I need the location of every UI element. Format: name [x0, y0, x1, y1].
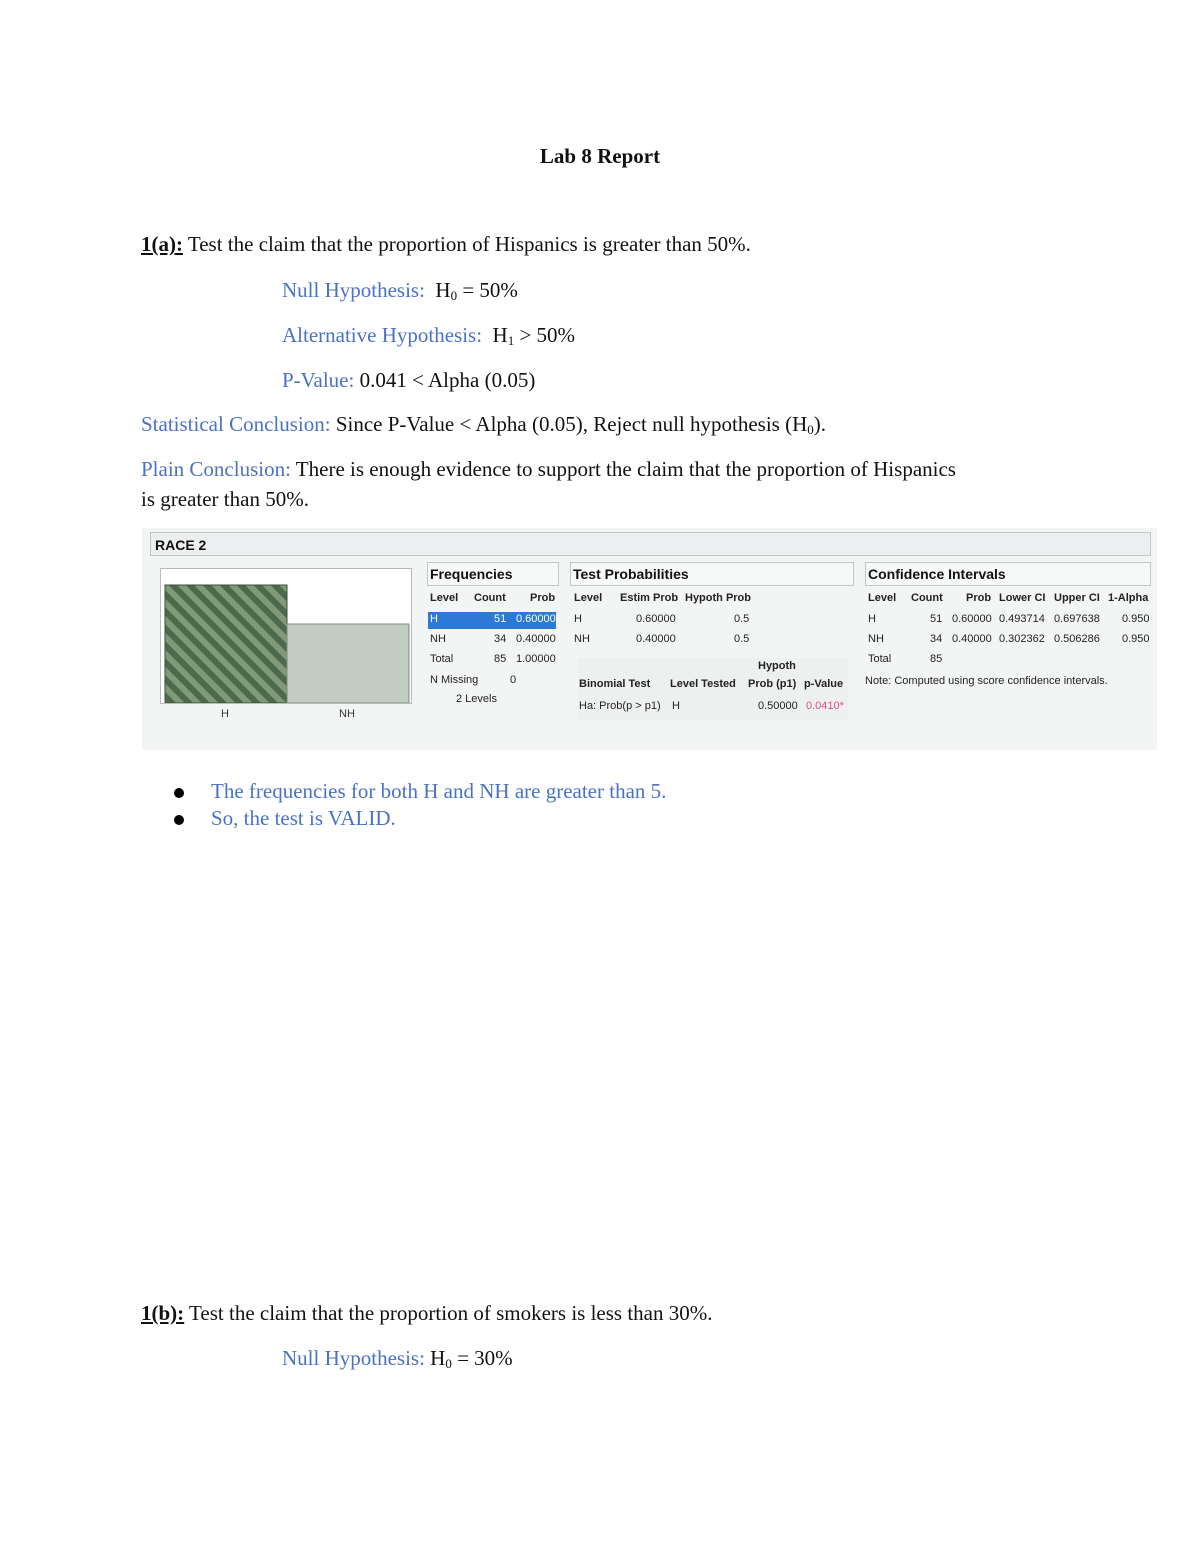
ci-h-prob: 0.60000	[952, 613, 992, 625]
race-2-header[interactable]: RACE 2	[150, 532, 1151, 556]
bar-nh[interactable]	[287, 624, 409, 703]
freq-col-level: Level	[430, 592, 459, 604]
freq-h-prob: 0.60000	[516, 613, 556, 625]
ci-nh-count: 34	[930, 633, 943, 645]
alt-sub: 1	[507, 333, 515, 348]
tp-col-hypoth: Hypoth Prob	[685, 592, 751, 604]
bar-chart	[160, 568, 412, 704]
stat-sub: 0	[807, 422, 814, 437]
plain-conclusion-line2: is greater than 50%.	[141, 487, 309, 511]
tp-nh-level: NH	[574, 633, 590, 645]
ci-col-alpha: 1-Alpha	[1108, 592, 1149, 604]
freq-nh-level: NH	[430, 633, 446, 645]
question-1a	[141, 232, 751, 257]
question-1a-label: 1(a):	[141, 232, 183, 256]
statistical-conclusion-label: Statistical Conclusion:	[141, 412, 331, 436]
freq-nh-prob: 0.40000	[516, 633, 556, 645]
binom-pvalue: 0.0410*	[806, 700, 844, 712]
ci-h-count: 51	[930, 613, 943, 625]
ci-h-alpha: 0.950	[1122, 613, 1150, 625]
freq-total-prob: 1.00000	[516, 653, 556, 665]
jmp-output-panel	[142, 528, 1157, 750]
ci-h-lower: 0.493714	[999, 613, 1045, 625]
tp-col-estim: Estim Prob	[620, 592, 679, 604]
ci-note: Note: Computed using score confidence intervals.	[865, 675, 1108, 687]
null-hypothesis-label: Null Hypothesis:	[282, 278, 425, 302]
test-probabilities-header[interactable]: Test Probabilities	[570, 562, 854, 586]
null-h: H	[435, 278, 451, 302]
p-value-text: 0.041 < Alpha (0.05)	[354, 368, 536, 392]
tp-h-estim: 0.60000	[636, 613, 676, 625]
frequencies-header[interactable]: Frequencies	[427, 562, 559, 586]
binom-col-hypoth: Hypoth	[758, 660, 796, 672]
p-value-label: P-Value:	[282, 368, 355, 392]
ci-col-count: Count	[911, 592, 943, 604]
question-1b	[141, 1301, 712, 1326]
freq-n-missing-label: N Missing	[430, 674, 479, 686]
ci-total-level: Total	[868, 653, 892, 665]
ci-nh-level: NH	[868, 633, 884, 645]
ci-col-level: Level	[868, 592, 897, 604]
alt-hypothesis-label: Alternative Hypothesis:	[282, 323, 483, 347]
freq-n-missing-value: 0	[510, 674, 517, 686]
ci-col-upper: Upper CI	[1054, 592, 1100, 604]
freq-levels: 2 Levels	[456, 693, 497, 705]
alt-hypothesis-1a	[282, 323, 575, 348]
null-value: = 50%	[457, 278, 518, 302]
freq-h-level: H	[430, 613, 438, 625]
binom-col-level: Level Tested	[670, 678, 736, 690]
page-title: Lab 8 Report	[539, 144, 661, 168]
binom-ha: Ha: Prob(p > p1)	[579, 700, 661, 712]
question-1a-text: Test the claim that the proportion of Hispanics is greater than 50%.	[182, 232, 751, 256]
ci-total-count: 85	[930, 653, 943, 665]
tp-nh-hypoth: 0.5	[734, 633, 750, 645]
ci-col-lower: Lower CI	[999, 592, 1046, 604]
question-1b-label: 1(b):	[141, 1301, 185, 1325]
ci-h-upper: 0.697638	[1054, 613, 1100, 625]
bullet-text: The frequencies for both H and NH are greater than 5.	[211, 779, 667, 803]
bar-h[interactable]	[165, 585, 287, 703]
freq-col-prob: Prob	[530, 592, 556, 604]
alt-h: H	[492, 323, 508, 347]
tp-col-level: Level	[574, 592, 603, 604]
plain-conclusion	[141, 457, 956, 482]
freq-nh-count: 34	[494, 633, 507, 645]
x-tick-nh: NH	[339, 708, 355, 720]
freq-total-count: 85	[494, 653, 507, 665]
plain-conclusion-label: Plain Conclusion:	[141, 457, 291, 481]
ci-col-prob: Prob	[966, 592, 992, 604]
null-hypothesis-1b	[282, 1346, 513, 1371]
statistical-conclusion-text: Since P-Value < Alpha (0.05), Reject null hypothesis (H	[330, 412, 808, 436]
ci-h-level: H	[868, 613, 876, 625]
p-value-1a	[282, 368, 535, 393]
tp-nh-estim: 0.40000	[636, 633, 676, 645]
bullet-dot	[174, 788, 184, 798]
plain-conclusion-text: There is enough evidence to support the claim that the proportion of Hispanics	[290, 457, 956, 481]
alt-value: > 50%	[514, 323, 576, 347]
tp-h-level: H	[574, 613, 582, 625]
binom-col-pvalue: p-Value	[804, 678, 844, 690]
null-1b-sub: 0	[445, 1356, 452, 1371]
bullet-dot	[174, 815, 184, 825]
null-1b-value: = 30%	[451, 1346, 513, 1370]
freq-h-count: 51	[494, 613, 507, 625]
ci-nh-alpha: 0.950	[1122, 633, 1150, 645]
null-1b-h: H	[424, 1346, 446, 1370]
ci-nh-upper: 0.506286	[1054, 633, 1100, 645]
x-tick-h: H	[221, 708, 229, 720]
confidence-intervals-header[interactable]: Confidence Intervals	[865, 562, 1151, 586]
statistical-conclusion	[141, 412, 826, 437]
bullet-text: So, the test is VALID.	[211, 806, 396, 830]
bar-chart-svg	[161, 569, 411, 703]
null-sub: 0	[450, 288, 458, 303]
ci-nh-prob: 0.40000	[952, 633, 992, 645]
freq-total-level: Total	[430, 653, 454, 665]
tp-h-hypoth: 0.5	[734, 613, 750, 625]
null-hypothesis-1b-label: Null Hypothesis:	[282, 1346, 425, 1370]
null-hypothesis-1a	[282, 278, 518, 303]
freq-col-count: Count	[474, 592, 506, 604]
ci-nh-lower: 0.302362	[999, 633, 1045, 645]
stat-end: ).	[813, 412, 827, 436]
binom-level: H	[672, 700, 680, 712]
binom-prob: 0.50000	[758, 700, 798, 712]
binom-col-prob: Prob (p1)	[748, 678, 797, 690]
binom-col-test: Binomial Test	[579, 678, 651, 690]
question-1b-text: Test the claim that the proportion of smokers is less than 30%.	[184, 1301, 713, 1325]
